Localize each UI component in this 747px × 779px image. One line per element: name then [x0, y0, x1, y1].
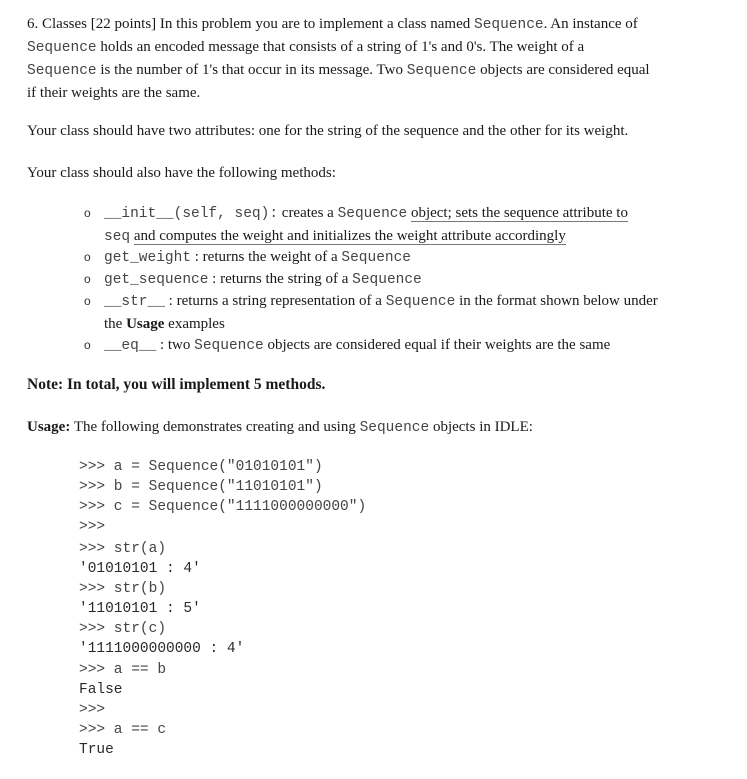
class-name-code: Sequence: [385, 294, 456, 310]
code-output-line: '01010101 : 4': [79, 561, 201, 577]
problem-line-1: [27, 13, 727, 36]
code-output-line: '11010101 : 5': [79, 601, 201, 617]
bullet-marker: o: [84, 338, 91, 352]
method-desc: object; sets the sequence attribute to: [410, 205, 628, 221]
method-desc: : returns a string representation of a: [168, 293, 382, 309]
list-item-body: [104, 202, 694, 248]
attributes-paragraph: [27, 120, 727, 142]
problem-line-2: [27, 36, 727, 59]
list-item-init: [84, 202, 694, 246]
intro-text: . An instance of: [543, 16, 638, 32]
class-name-code: Sequence: [194, 338, 264, 354]
code-line: >>> str(a): [79, 541, 167, 557]
bullet-marker: o: [84, 250, 91, 264]
list-item-body: [104, 334, 694, 357]
bullet-marker: o: [84, 294, 91, 308]
method-desc: examples: [168, 316, 225, 332]
code-output-line: '1111000000000 : 4': [79, 641, 245, 657]
usage-label: Usage:: [27, 419, 71, 435]
list-item-get-weight: [84, 246, 694, 268]
class-name-code: Sequence: [341, 250, 412, 266]
method-desc: : returns the string of a: [212, 271, 349, 287]
str-signature: __str__: [104, 294, 165, 310]
usage-bold-word: Usage: [126, 316, 165, 332]
code-line: >>>: [79, 702, 106, 718]
class-name-code: Sequence: [27, 63, 97, 79]
usage-text: The following demonstrates creating and using: [73, 419, 356, 435]
list-item-body: [104, 268, 694, 291]
class-name-code: Sequence: [474, 17, 544, 33]
class-name-code: Sequence: [352, 272, 422, 288]
bullet-marker: o: [84, 272, 91, 286]
problem-line-4: [27, 82, 727, 104]
list-item-str: [84, 290, 694, 334]
intro-text: if their weights are the same.: [27, 85, 201, 101]
code-line: >>> a == b: [79, 662, 167, 678]
code-line: >>> b = Sequence("11010101"): [79, 479, 323, 495]
class-name-code: Sequence: [359, 420, 430, 436]
method-desc: the: [104, 316, 123, 332]
eq-signature: __eq__: [104, 338, 157, 354]
method-desc: in the format shown below under: [459, 293, 658, 309]
code-line: >>>: [79, 519, 106, 535]
class-name-code: Sequence: [337, 206, 408, 222]
seq-code: seq: [104, 229, 131, 245]
note-text: Note: In total, you will implement 5 methods.: [27, 376, 326, 393]
init-signature: __init__(self, seq):: [104, 206, 279, 222]
attributes-text: Your class should have two attributes: one for the string of the sequence and the other for its weight.: [27, 123, 629, 139]
class-name-code: Sequence: [27, 40, 97, 56]
intro-text: is the number of 1's that occur in its message. Two: [100, 62, 403, 78]
list-item-eq: [84, 334, 694, 356]
code-line: >>> a = Sequence("01010101"): [79, 459, 323, 475]
code-line: >>> a == c: [79, 722, 167, 738]
code-output-line: False: [79, 682, 123, 698]
code-line: >>> c = Sequence("1111000000000"): [79, 499, 367, 515]
code-line: >>> str(c): [79, 621, 167, 637]
list-item-body: [104, 290, 694, 335]
problem-line-3: [27, 59, 727, 82]
method-desc: objects are considered equal if their weights are the same: [267, 337, 611, 353]
method-desc: creates a: [281, 205, 334, 221]
usage-text: objects in IDLE:: [432, 419, 533, 435]
intro-text: objects are considered equal: [480, 62, 650, 78]
method-desc: : returns the weight of a: [194, 249, 338, 265]
methods-intro-paragraph: [27, 162, 727, 184]
get-sequence-signature: get_sequence: [104, 272, 209, 288]
class-name-code: Sequence: [406, 63, 477, 79]
list-item-get-sequence: [84, 268, 694, 290]
intro-text: holds an encoded message that consists of a string of 1's and 0's. The weight of a: [100, 39, 585, 55]
get-weight-signature: get_weight: [104, 250, 192, 266]
list-item-body: [104, 246, 694, 269]
methods-intro-text: Your class should also have the following methods:: [27, 165, 336, 181]
usage-paragraph: [27, 416, 727, 439]
bullet-marker: o: [84, 206, 91, 220]
code-line: >>> str(b): [79, 581, 167, 597]
method-desc: and computes the weight and initializes the weight attribute accordingly: [133, 228, 566, 244]
method-desc: : two: [159, 337, 191, 353]
code-output-line: True: [79, 742, 114, 758]
problem-statement: [27, 13, 727, 104]
problem-heading: 6. Classes [22 points] In this problem you are to implement a class named: [27, 16, 471, 32]
note-paragraph: [27, 374, 727, 396]
